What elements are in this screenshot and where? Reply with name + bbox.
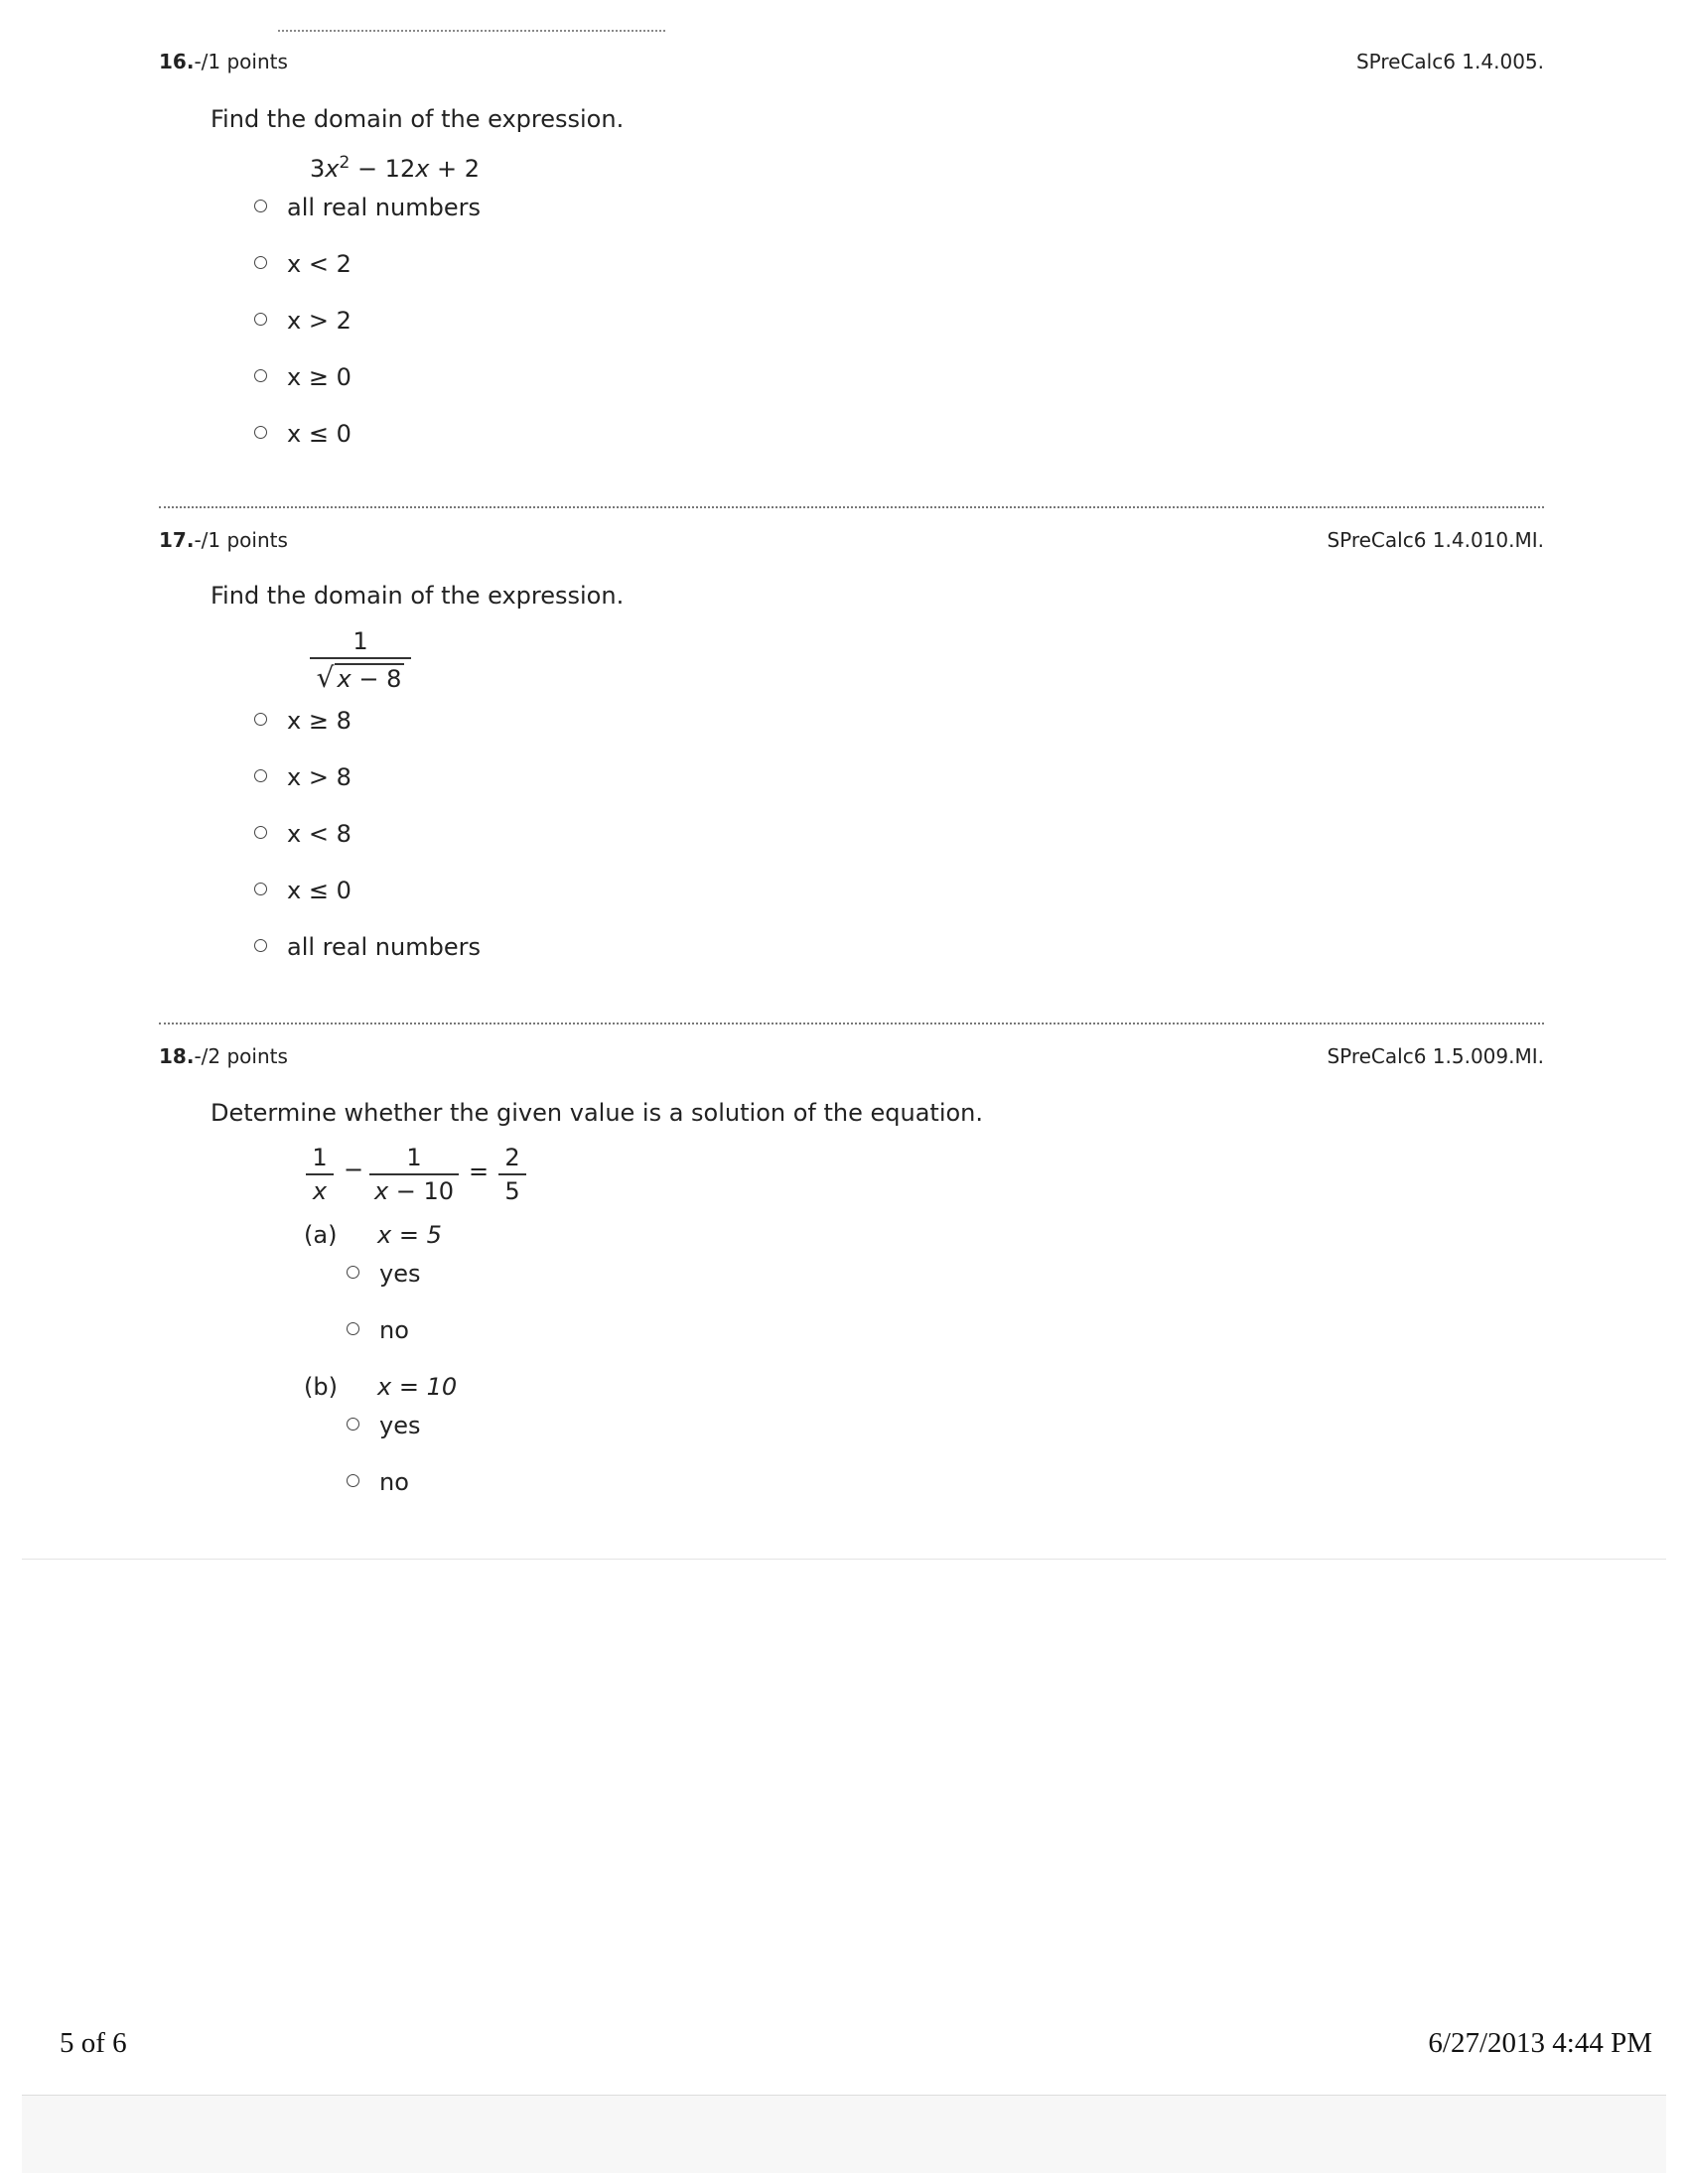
question-17-reference: SPreCalc6 1.4.010.MI.	[1327, 528, 1544, 552]
q18a-choice-yes[interactable]	[347, 1260, 420, 1288]
question-17-expression: $\frac{1}{√ x - 8}$	[310, 627, 411, 694]
choice-label: yes	[379, 1260, 421, 1288]
question-divider	[159, 506, 1544, 508]
radio-button[interactable]	[254, 826, 267, 839]
question-17-prompt: Find the domain of the expression.	[211, 582, 625, 610]
radio-button[interactable]	[254, 313, 267, 326]
choice-label: x ≤ 0	[287, 420, 352, 448]
q18-part-b-value: x = 10	[377, 1373, 458, 1401]
q16-choice-4[interactable]	[254, 363, 352, 391]
question-16-reference: SPreCalc6 1.4.005.	[1355, 50, 1544, 73]
section-edge	[22, 1559, 1666, 1560]
choice-label: x ≥ 0	[287, 363, 352, 391]
q18-part-a-value: x = 5	[377, 1221, 442, 1249]
radio-button[interactable]	[347, 1322, 359, 1335]
question-number: 18.	[159, 1044, 195, 1068]
top-dotted-rule	[278, 30, 665, 32]
question-divider	[159, 1023, 1544, 1024]
question-18-reference: SPreCalc6 1.5.009.MI.	[1327, 1044, 1544, 1068]
choice-label: x < 2	[287, 250, 352, 278]
radio-button[interactable]	[347, 1266, 359, 1279]
choice-label: no	[379, 1316, 409, 1344]
radio-button[interactable]	[254, 769, 267, 782]
q16-choice-3[interactable]	[254, 307, 352, 335]
q18a-choice-no[interactable]	[347, 1316, 409, 1344]
question-16-prompt: Find the domain of the expression.	[211, 105, 625, 133]
page-number: 5 of 6	[60, 2027, 127, 2059]
q17-choice-4[interactable]	[254, 877, 352, 904]
radio-button[interactable]	[347, 1474, 359, 1487]
question-number: 16.	[159, 50, 195, 73]
radio-button[interactable]	[254, 939, 267, 952]
question-points: -/1 points	[194, 528, 288, 552]
q17-choice-1[interactable]	[254, 707, 352, 735]
q16-choice-1[interactable]	[254, 194, 481, 221]
choice-label: yes	[379, 1412, 421, 1439]
question-18-prompt: Determine whether the given value is a solution of the equation.	[211, 1099, 984, 1127]
radio-button[interactable]	[254, 256, 267, 269]
question-points: -/2 points	[194, 1044, 288, 1068]
radio-button[interactable]	[254, 426, 267, 439]
radio-button[interactable]	[347, 1418, 359, 1431]
q17-choice-5[interactable]	[254, 933, 481, 961]
question-17-header	[159, 528, 288, 552]
q18-part-a-label: (a)	[304, 1221, 338, 1249]
choice-label: x > 2	[287, 307, 352, 335]
choice-label: all real numbers	[287, 933, 481, 961]
print-timestamp: 6/27/2013 4:44 PM	[1428, 2027, 1652, 2059]
choice-label: no	[379, 1468, 409, 1496]
q17-choice-3[interactable]	[254, 820, 352, 848]
scan-bottom-band	[22, 2095, 1666, 2173]
choice-label: x > 8	[287, 763, 352, 791]
q18-part-b-label: (b)	[304, 1373, 338, 1401]
q18b-choice-yes[interactable]	[347, 1412, 420, 1439]
q18b-choice-no[interactable]	[347, 1468, 409, 1496]
radio-button[interactable]	[254, 200, 267, 212]
radio-button[interactable]	[254, 369, 267, 382]
question-points: -/1 points	[194, 50, 288, 73]
q16-choice-5[interactable]	[254, 420, 352, 448]
choice-label: x < 8	[287, 820, 352, 848]
question-16-expression: $3x^2 - 12x + 2$	[310, 153, 481, 183]
question-16-header	[159, 50, 288, 73]
question-18-header	[159, 1044, 288, 1068]
q16-choice-2[interactable]	[254, 250, 352, 278]
radio-button[interactable]	[254, 713, 267, 726]
choice-label: all real numbers	[287, 194, 481, 221]
choice-label: x ≥ 8	[287, 707, 352, 735]
q17-choice-2[interactable]	[254, 763, 352, 791]
radio-button[interactable]	[254, 883, 267, 895]
choice-label: x ≤ 0	[287, 877, 352, 904]
question-number: 17.	[159, 528, 195, 552]
question-18-equation: $\frac{1}{x}$ − $\frac{1}{x - 10}$ = $\frac{2}{5}$	[306, 1144, 536, 1203]
